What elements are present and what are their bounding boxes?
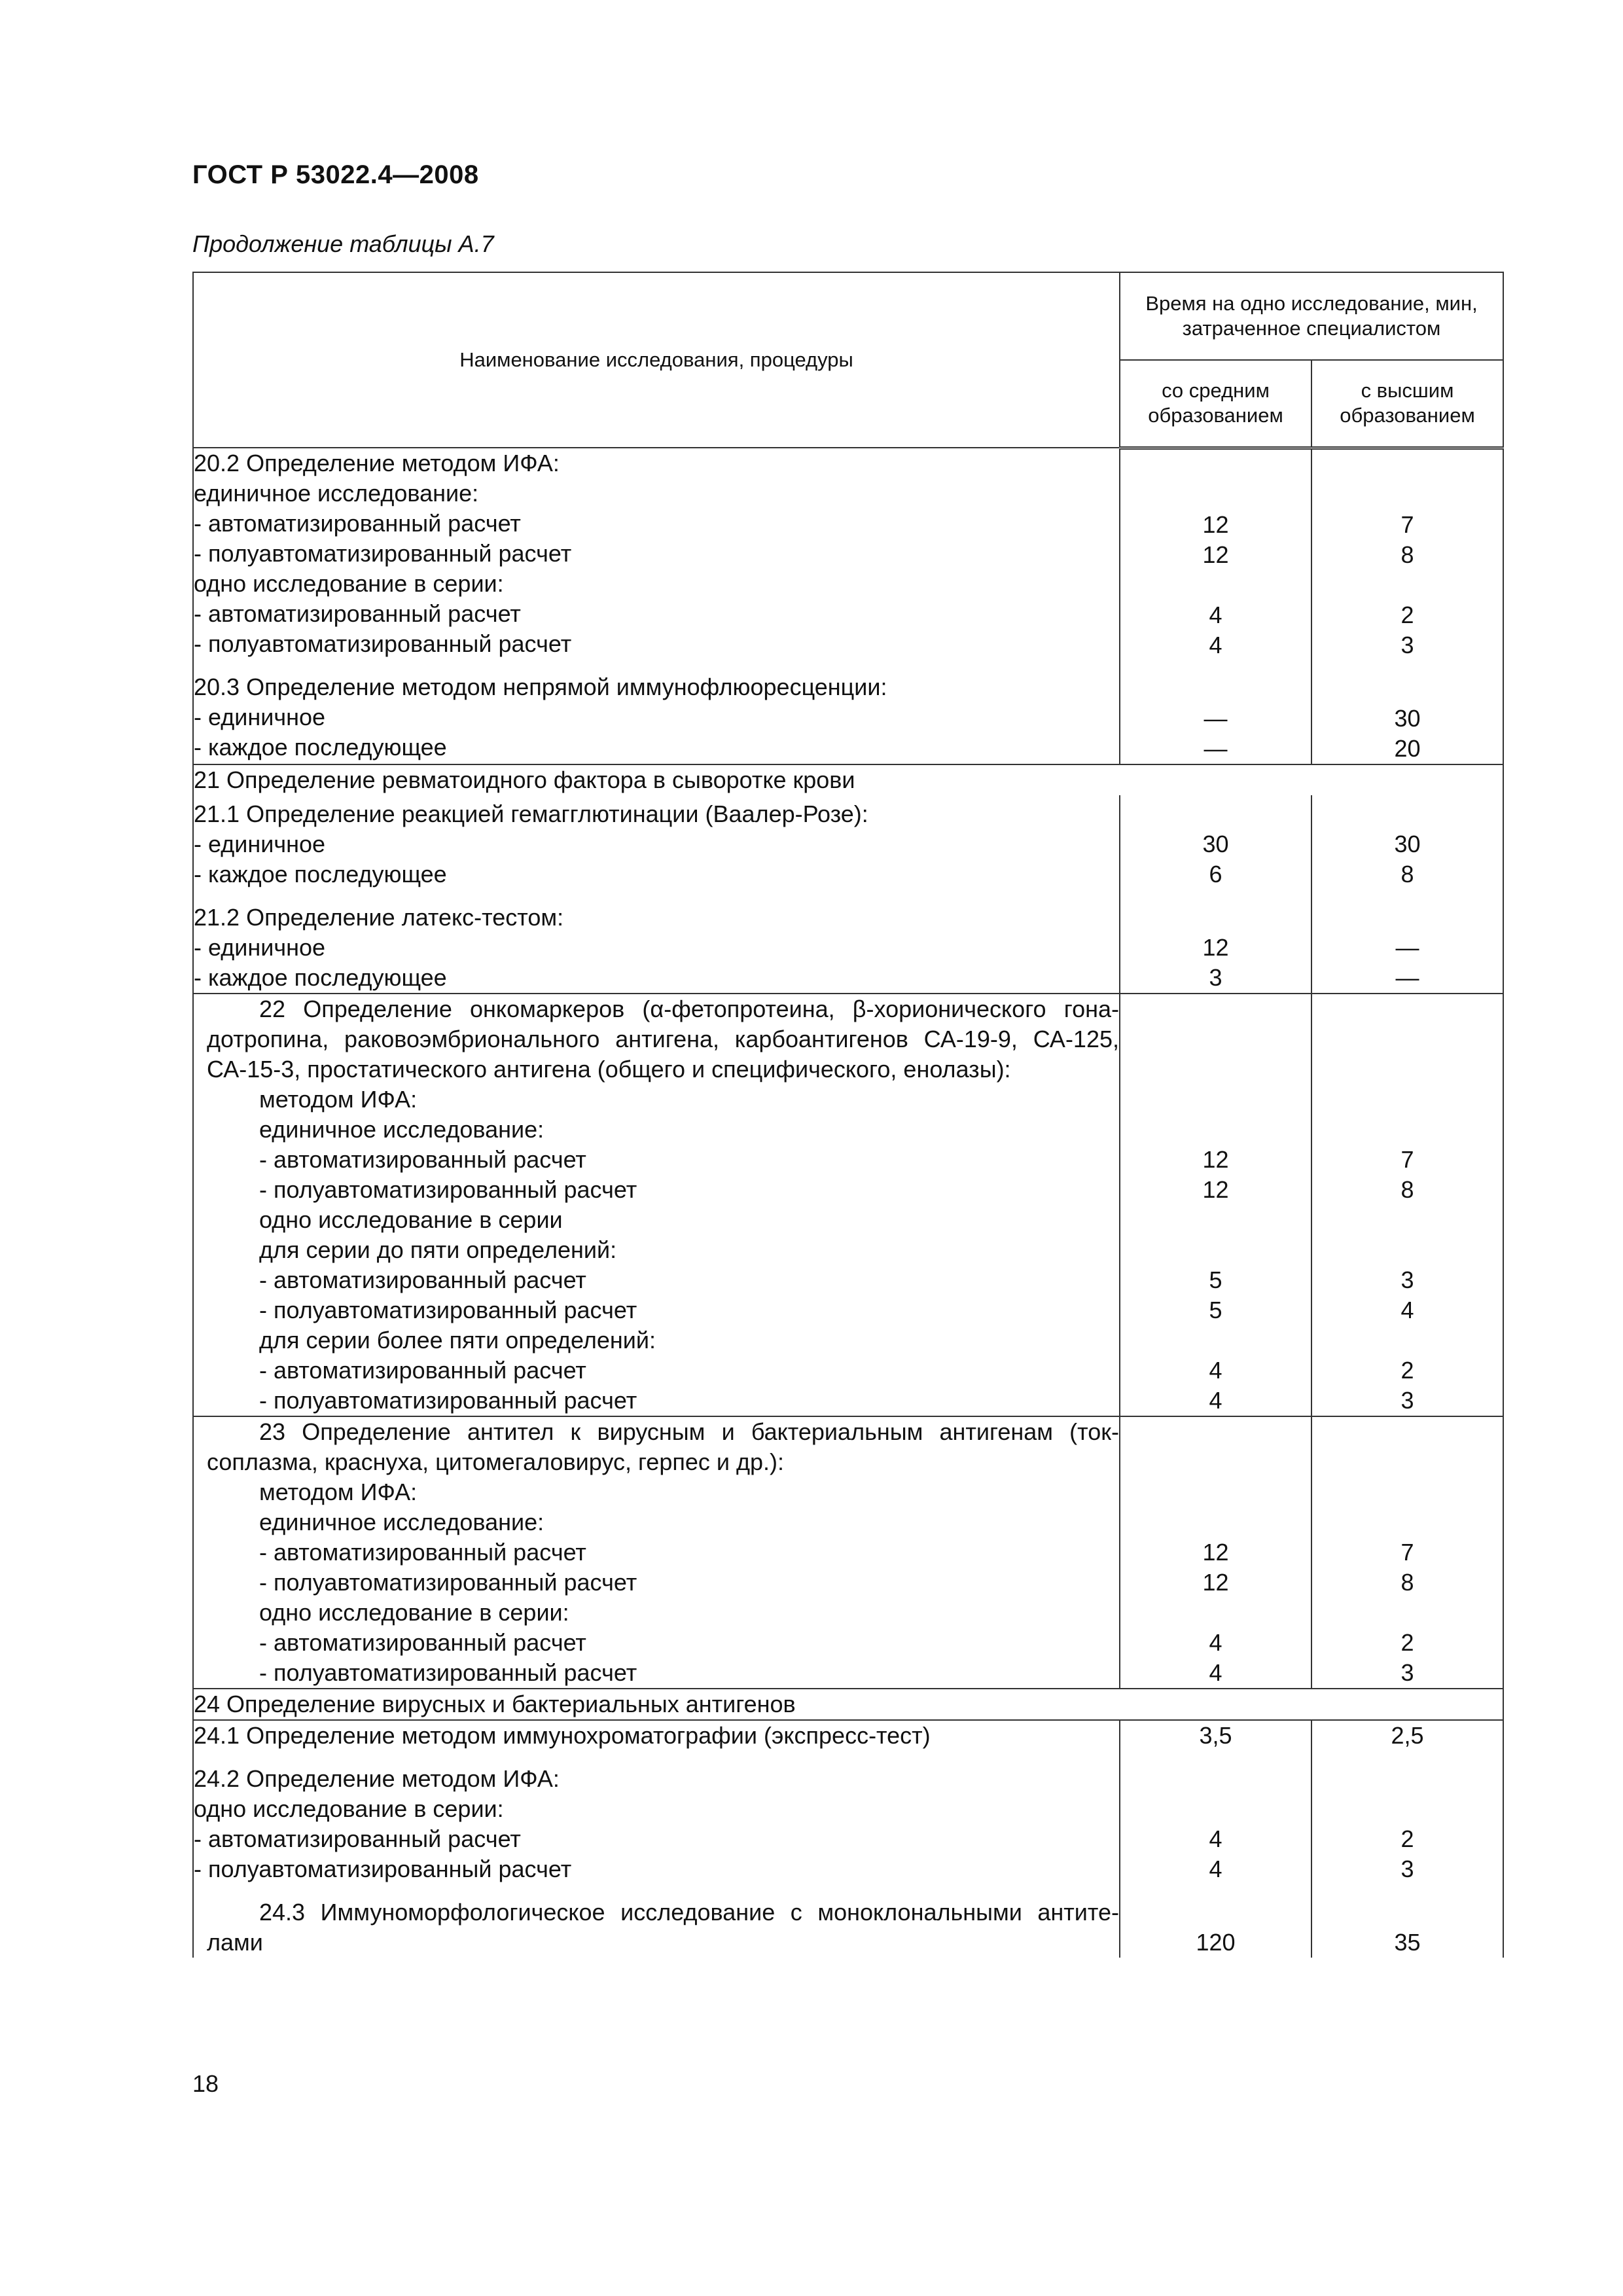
row-text: 21.1 Определение реакцией гемагглютинации (Ваалер-Розе):: [194, 800, 868, 827]
row-text: - полуавтоматизированный расчет: [194, 540, 572, 567]
value-cell: 5: [1209, 1266, 1222, 1293]
value-cell: 3: [1400, 1855, 1414, 1882]
value-cell: 3,5: [1199, 1721, 1232, 1749]
table-row: [193, 1897, 1503, 1958]
row-text: СА-15-3, простатического антигена (общего и специфического, енолазы):: [207, 1055, 1011, 1083]
value-cell: 120: [1196, 1928, 1236, 1956]
row-text: - полуавтоматизированный расчет: [259, 1568, 637, 1596]
value-cell: 4: [1209, 601, 1222, 628]
section-title: 24 Определение вирусных и бактериальных антигенов: [194, 1690, 796, 1717]
value-cell: 5: [1209, 1296, 1222, 1323]
value-cell: 4: [1400, 1296, 1414, 1323]
row-text: - полуавтоматизированный расчет: [259, 1296, 637, 1323]
norms-table: [192, 272, 1504, 1958]
table-row: [193, 1689, 1503, 1720]
row-text: единичное исследование:: [194, 480, 479, 507]
value-cell: 4: [1209, 1386, 1222, 1414]
row-text: - автоматизированный расчет: [194, 510, 521, 537]
row-text: - единичное: [194, 704, 326, 730]
row-text: - автоматизированный расчет: [259, 1266, 586, 1293]
row-text: - полуавтоматизированный расчет: [194, 630, 572, 657]
row-text: - полуавтоматизированный расчет: [194, 1855, 572, 1882]
value-cell: 4: [1209, 1825, 1222, 1852]
header-time-group: Время на одно исследование, мин, затраченное специалистом: [1120, 272, 1503, 360]
table-row: [193, 448, 1503, 764]
row-text: 23 Определение антител к вирусным и бактериальным антигенам (ток-: [259, 1418, 1119, 1445]
row-text: одно исследование в серии: [259, 1206, 563, 1233]
value-cell: 20: [1394, 734, 1421, 762]
value-cell: 12: [1202, 511, 1229, 538]
page-number: 18: [192, 2070, 219, 2097]
row-text: единичное исследование:: [259, 1508, 544, 1535]
row-text: - каждое последующее: [194, 734, 447, 761]
row-text: 22 Определение онкомаркеров (α-фетопротеина, β-хорионического гона-: [259, 995, 1119, 1022]
row-text: одно исследование в серии:: [194, 1795, 504, 1822]
row-text: - каждое последующее: [194, 963, 447, 991]
value-cell: 4: [1209, 631, 1222, 658]
value-cell: 2: [1400, 1356, 1414, 1384]
value-cell: 30: [1394, 704, 1421, 732]
row-text: лами: [207, 1928, 263, 1956]
value-cell: 4: [1209, 1356, 1222, 1384]
row-text: - каждое последующее: [194, 860, 447, 888]
row-text: - автоматизированный расчет: [259, 1145, 586, 1173]
row-text: 21.2 Определение латекс-тестом:: [194, 903, 564, 931]
section-title: 21 Определение ревматоидного фактора в сыворотке крови: [194, 766, 855, 793]
value-cell: 7: [1400, 1538, 1414, 1566]
value-cell: —: [1395, 933, 1419, 961]
value-cell: —: [1395, 963, 1419, 991]
value-cell: 30: [1202, 830, 1229, 857]
row-text: - полуавтоматизированный расчет: [259, 1386, 637, 1414]
table-caption: Продолжение таблицы А.7: [192, 230, 494, 257]
row-text: одно исследование в серии:: [194, 570, 504, 597]
table-row: [193, 1720, 1503, 1897]
row-text: 24.2 Определение методом ИФА:: [194, 1765, 560, 1792]
row-text: 20.3 Определение методом непрямой иммунофлюоресценции:: [194, 673, 887, 700]
row-text: - единичное: [194, 830, 326, 857]
value-cell: 30: [1394, 830, 1421, 857]
value-cell: 12: [1202, 541, 1229, 568]
value-cell: 35: [1394, 1928, 1421, 1956]
row-text: - автоматизированный расчет: [259, 1628, 586, 1656]
value-cell: 12: [1202, 1538, 1229, 1566]
document-title: ГОСТ Р 53022.4—2008: [192, 160, 479, 189]
value-cell: 2,5: [1391, 1721, 1424, 1749]
value-cell: 7: [1400, 1145, 1414, 1173]
value-cell: 3: [1400, 1659, 1414, 1686]
value-cell: 2: [1400, 1628, 1414, 1656]
header-procedure-name: Наименование исследования, процедуры: [193, 272, 1120, 448]
value-cell: —: [1204, 704, 1228, 732]
value-cell: 8: [1400, 1175, 1414, 1203]
row-text: 24.3 Иммуноморфологическое исследование с моноклональными антите-: [259, 1898, 1119, 1926]
value-cell: —: [1204, 734, 1228, 762]
value-cell: 4: [1209, 1659, 1222, 1686]
table-row: [193, 795, 1503, 994]
row-text: - полуавтоматизированный расчет: [259, 1659, 637, 1686]
value-cell: 2: [1400, 601, 1414, 628]
value-cell: 3: [1209, 963, 1222, 991]
value-cell: 12: [1202, 1145, 1229, 1173]
row-text: дотропина, раковоэмбрионального антигена, карбоантигенов СА-19-9, СА-125,: [207, 1025, 1119, 1052]
value-cell: 12: [1202, 1568, 1229, 1596]
value-cell: 3: [1400, 631, 1414, 658]
row-text: методом ИФА:: [259, 1478, 418, 1505]
value-cell: 8: [1400, 541, 1414, 568]
header-higher-education: с высшим образованием: [1311, 360, 1503, 448]
row-text: 24.1 Определение методом иммунохроматографии (экспресс-тест): [194, 1721, 931, 1749]
value-cell: 8: [1400, 860, 1414, 888]
table-row: [193, 994, 1503, 1416]
row-text: для серии до пяти определений:: [259, 1236, 617, 1263]
row-text: - автоматизированный расчет: [259, 1538, 586, 1566]
value-cell: 2: [1400, 1825, 1414, 1852]
row-text: - автоматизированный расчет: [194, 600, 521, 627]
value-cell: 4: [1209, 1628, 1222, 1656]
value-cell: 3: [1400, 1266, 1414, 1293]
row-text: соплазма, краснуха, цитомегаловирус, герпес и др.):: [207, 1448, 784, 1475]
value-cell: 8: [1400, 1568, 1414, 1596]
table-row: [193, 764, 1503, 795]
value-cell: 3: [1400, 1386, 1414, 1414]
value-cell: 6: [1209, 860, 1222, 888]
value-cell: 12: [1202, 933, 1229, 961]
value-cell: 12: [1202, 1175, 1229, 1203]
row-text: - автоматизированный расчет: [259, 1356, 586, 1384]
row-text: - автоматизированный расчет: [194, 1825, 521, 1852]
row-text: - полуавтоматизированный расчет: [259, 1175, 637, 1203]
value-cell: 4: [1209, 1855, 1222, 1882]
row-text: 20.2 Определение методом ИФА:: [194, 450, 560, 476]
row-text: методом ИФА:: [259, 1085, 418, 1113]
value-cell: 7: [1400, 511, 1414, 538]
row-text: для серии более пяти определений:: [259, 1326, 656, 1354]
row-text: одно исследование в серии:: [259, 1598, 569, 1626]
row-text: - единичное: [194, 933, 326, 961]
row-text: единичное исследование:: [259, 1115, 544, 1143]
header-secondary-education: со средним образованием: [1120, 360, 1311, 448]
table-row: [193, 1416, 1503, 1689]
